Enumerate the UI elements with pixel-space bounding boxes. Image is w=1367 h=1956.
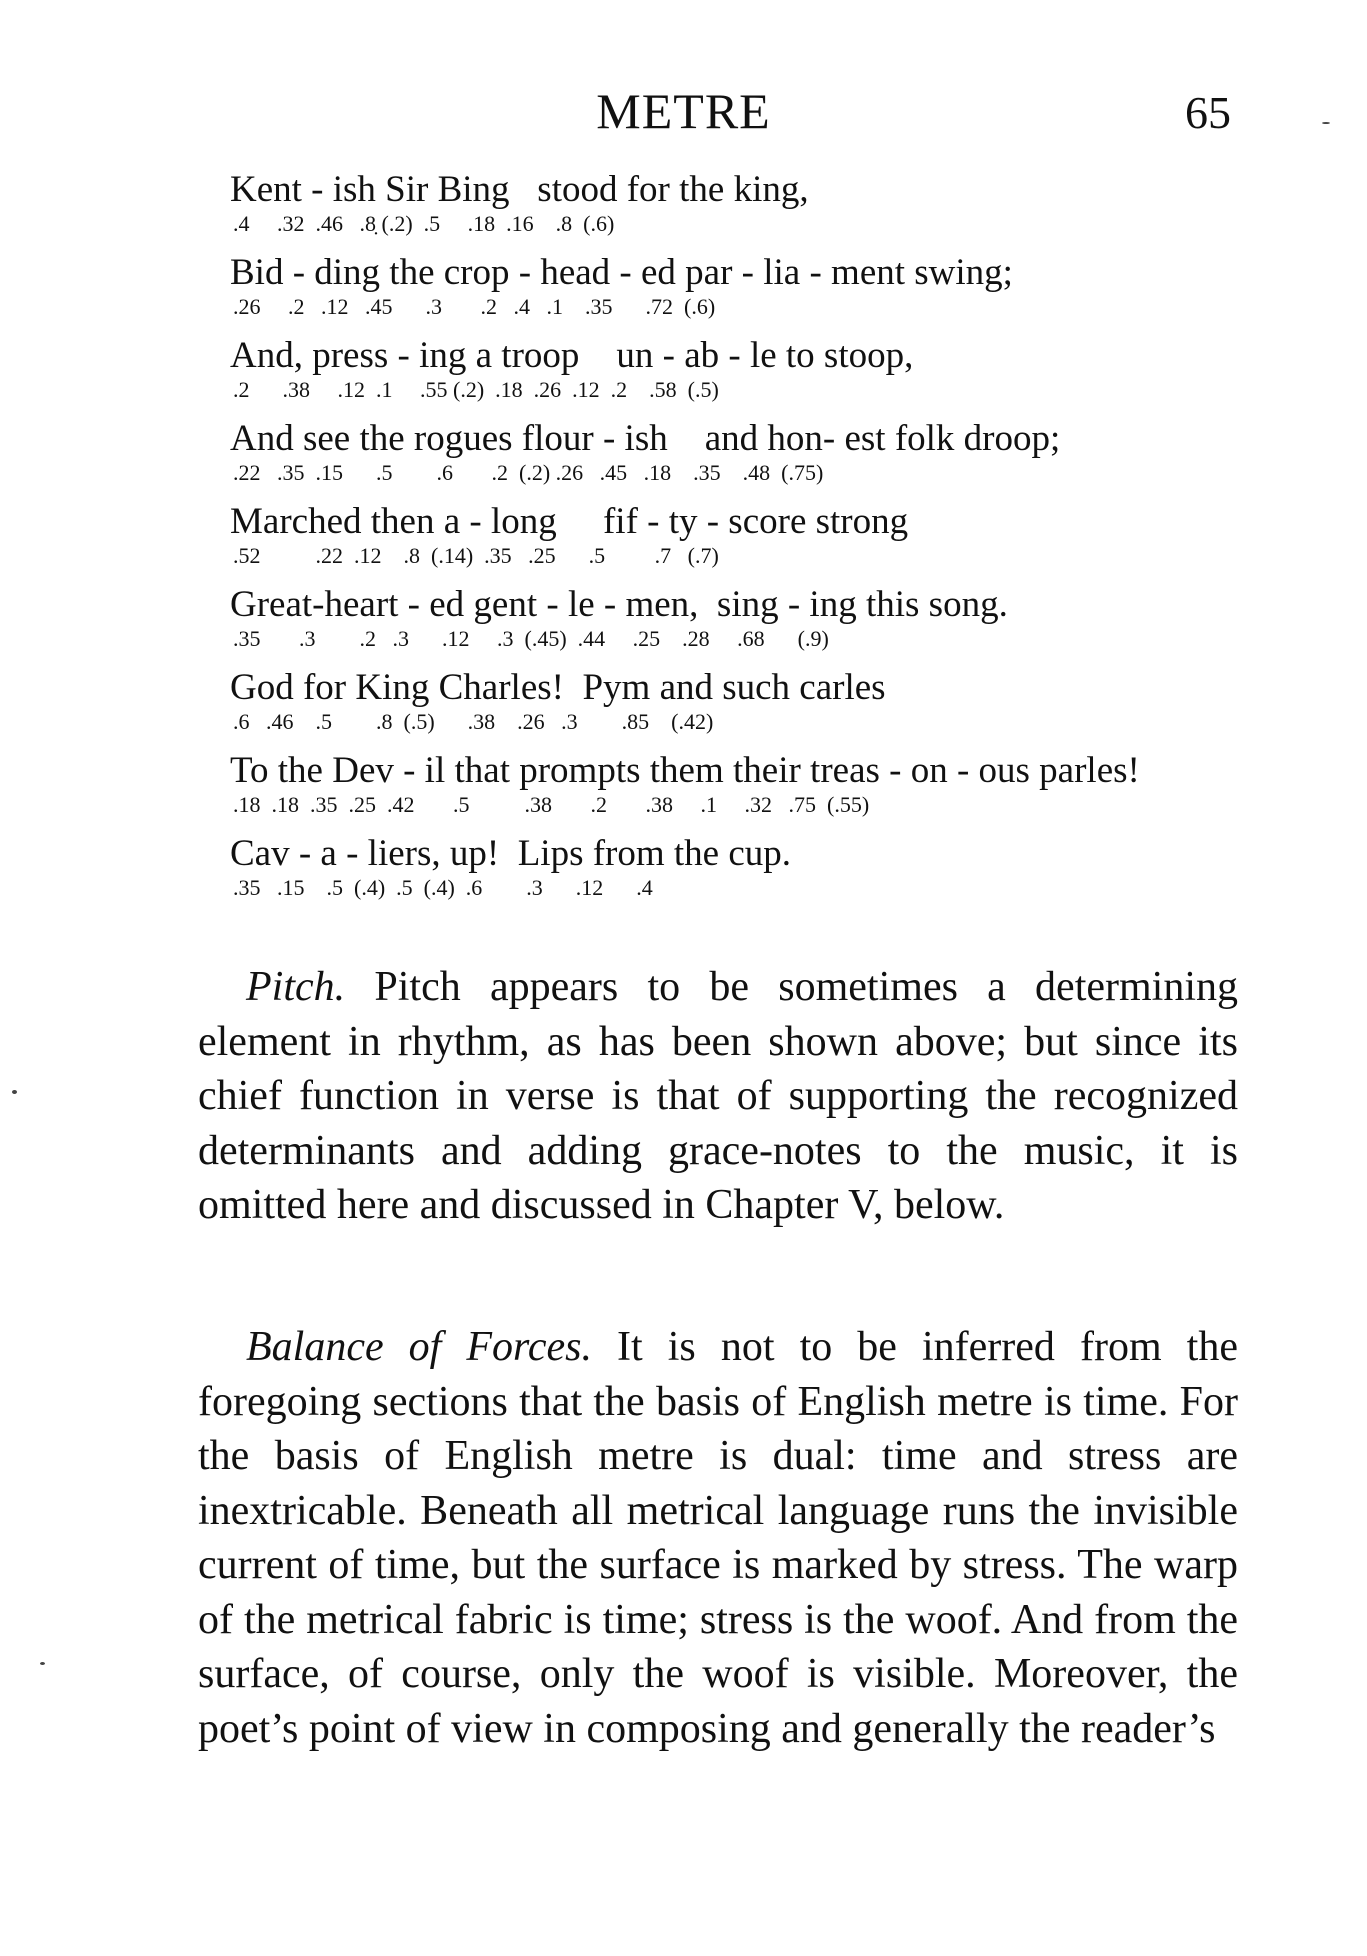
chapter-title: METRE xyxy=(596,83,771,139)
stress-values: .22 .35 .15 .5 .6 .2 (.2) .26 .45 .18 .35 .48 (.75) xyxy=(233,460,824,485)
stress-values: .52 .22 .12 .8 (.14) .35 .25 .5 .7 (.7) xyxy=(233,543,719,568)
running-head xyxy=(0,82,1367,142)
verse-text: God for King Charles! Pym and such carles xyxy=(230,667,886,708)
stress-values: .2 .38 .12 .1 .55 (.2) .18 .26 .12 .2 .58 (.5) xyxy=(233,377,719,402)
margin-speck xyxy=(1322,122,1330,124)
paragraph-text: Pitch appears to be sometimes a determining element in rhythm, as has been shown above; but since its chief function in verse is that of supporting the recognized determinants and adding grace-notes to the music, it is omitted here and discussed in Chapter V, below. xyxy=(198,964,1239,1228)
verse-text: Cav - a - liers, up! Lips from the cup. xyxy=(230,833,792,874)
margin-speck xyxy=(12,1090,17,1094)
verse-text: Marched then a - long fif - ty - score strong xyxy=(230,501,909,542)
poem-line xyxy=(230,500,1250,583)
poem-line xyxy=(230,832,1250,915)
poem-line xyxy=(230,666,1250,749)
poem-line xyxy=(230,583,1250,666)
scanned-poem xyxy=(230,168,1250,915)
verse-text: To the Dev - il that prompts them their treas - on - ous parles! xyxy=(230,750,1140,791)
stress-values: .26 .2 .12 .45 .3 .2 .4 .1 .35 .72 (.6) xyxy=(233,294,716,319)
verse-text: Bid - ding the crop - head - ed par - lia - ment swing; xyxy=(230,252,1013,293)
section-label: Pitch. xyxy=(246,964,346,1010)
poem-line xyxy=(230,749,1250,832)
stress-values: .35 .3 .2 .3 .12 .3 (.45) .44 .25 .28 .68 (.9) xyxy=(233,626,829,651)
poem-line xyxy=(230,334,1250,417)
paragraph-text: It is not to be inferred from the foregoing sections that the basis of English metre is time. For the basis of English metre is dual: time and stress are inextricable. Beneath all metrical language runs the invisible current of time, but the surface is marked by stress. The warp of the metrical fabric is time; stress is the woof. And from the surface, of course, only the woof is visible. Moreover, the poet’s point of view in composing and generally the reader’s xyxy=(198,1324,1238,1752)
verse-text: And, press - ing a troop un - ab - le to stoop, xyxy=(230,335,914,376)
stress-values: .4 .32 .46 .8̣ (.2) .5 .18 .16 .8 (.6) xyxy=(233,211,615,236)
page-number: 65 xyxy=(1185,87,1231,138)
verse-text: And see the rogues flour - ish and hon- est folk droop; xyxy=(230,418,1061,459)
stress-values: .35 .15 .5 (.4) .5 (.4) .6 .3 .12 .4 xyxy=(233,875,653,900)
poem-line xyxy=(230,251,1250,334)
stress-values: .6 .46 .5 .8 (.5) .38 .26 .3 .85 (.42) xyxy=(233,709,714,734)
balance-paragraph xyxy=(198,1320,1238,1756)
verse-text: Kent - ish Sir Bing stood for the king, xyxy=(230,169,809,210)
poem-line xyxy=(230,168,1250,251)
stress-values: .18 .18 .35 .25 .42 .5 .38 .2 .38 .1 .32 .75 (.55) xyxy=(233,792,870,817)
pitch-paragraph xyxy=(198,960,1238,1233)
verse-text: Great-heart - ed gent - le - men, sing - ing this song. xyxy=(230,584,1008,625)
section-label: Balance of Forces. xyxy=(246,1324,592,1370)
poem-line xyxy=(230,417,1250,500)
margin-speck xyxy=(40,1662,45,1665)
